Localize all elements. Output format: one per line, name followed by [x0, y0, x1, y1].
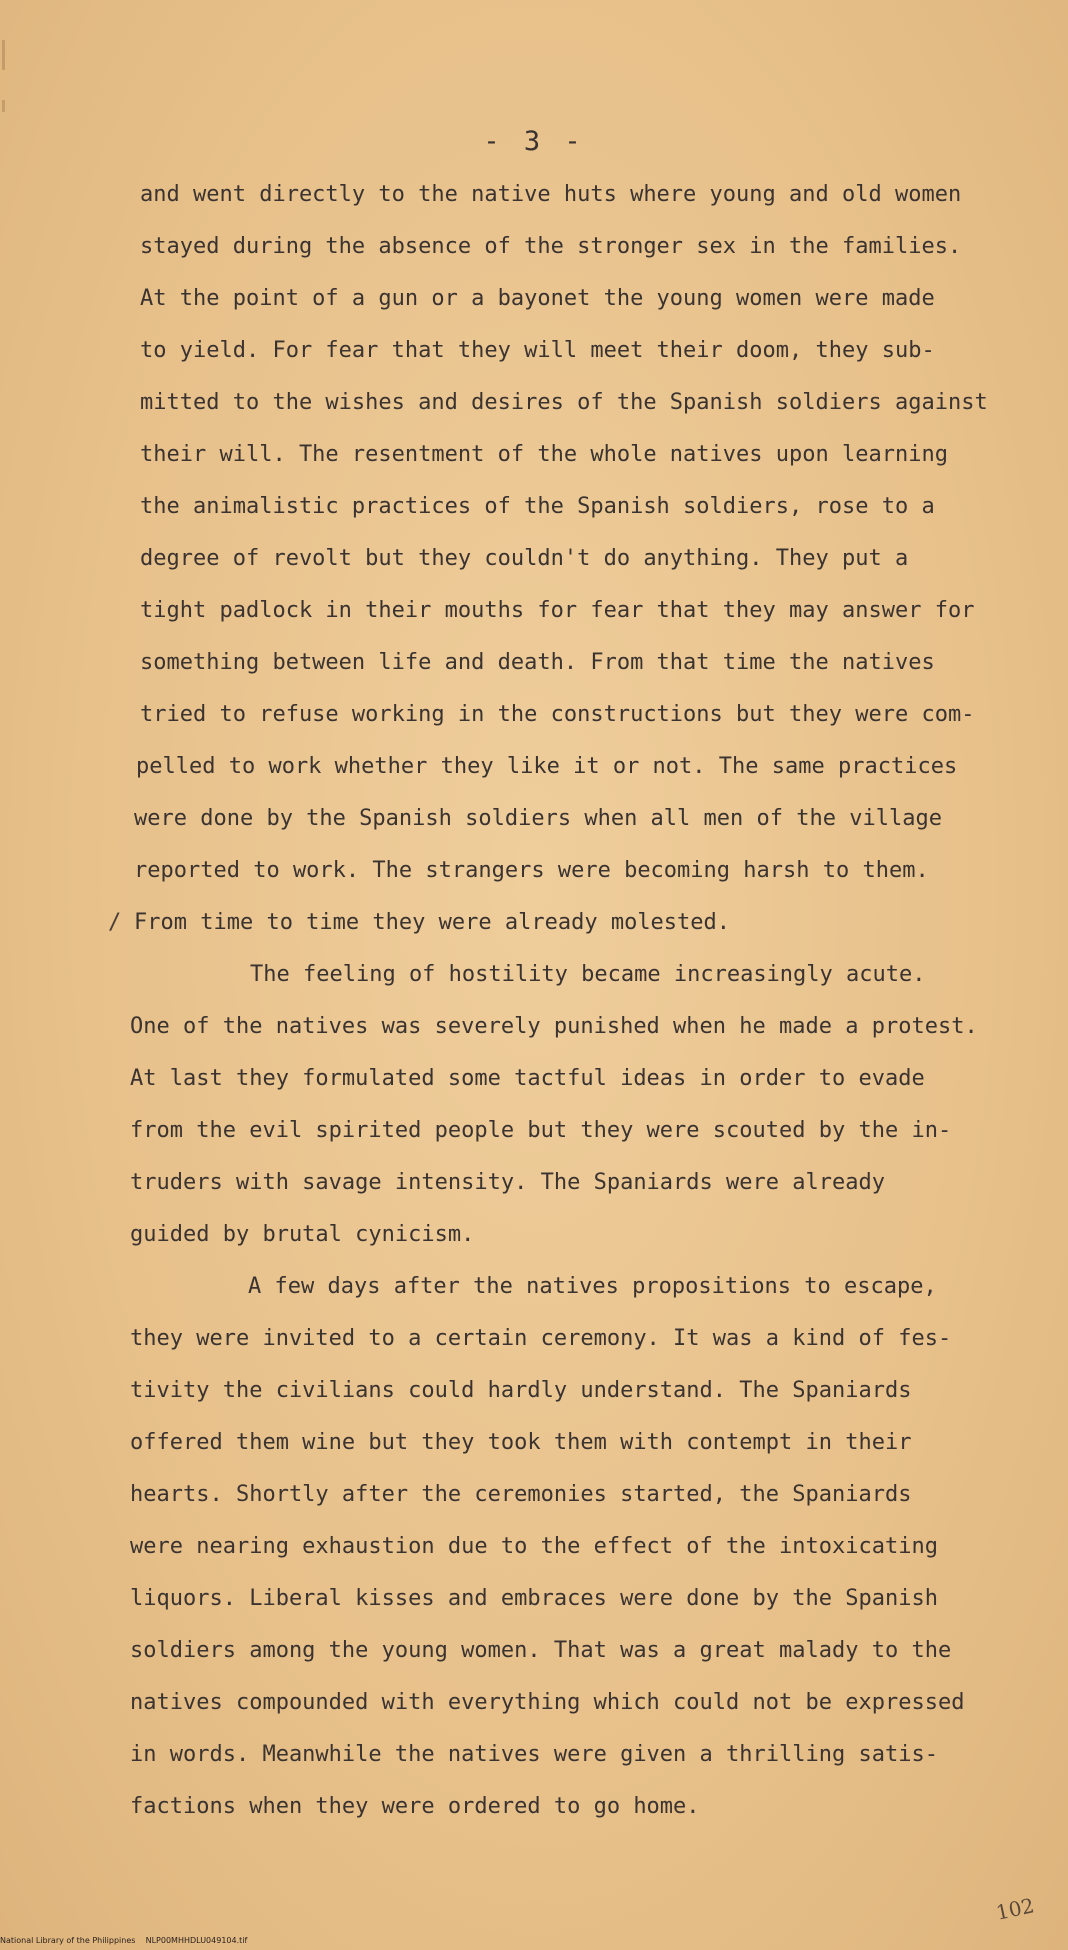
text-line: from the evil spirited people but they were scouted by the in-: [130, 1118, 952, 1143]
text-line: The feeling of hostility became increasingly acute.: [250, 962, 926, 987]
text-line: they were invited to a certain ceremony. It was a kind of fes-: [130, 1326, 952, 1351]
text-line: One of the natives was severely punished when he made a protest.: [130, 1014, 978, 1039]
text-line: truders with savage intensity. The Spaniards were already: [130, 1170, 885, 1195]
text-line: in words. Meanwhile the natives were given a thrilling satis-: [130, 1742, 938, 1767]
text-line: were nearing exhaustion due to the effect of the intoxicating: [130, 1534, 938, 1559]
text-line: tried to refuse working in the constructions but they were com-: [140, 702, 975, 727]
page-edge-mark: [2, 40, 5, 70]
page-number: - 3 -: [483, 126, 585, 157]
archive-stamp-number: 102: [993, 1893, 1037, 1925]
text-line: pelled to work whether they like it or not. The same practices: [136, 754, 958, 779]
text-line: something between life and death. From that time the natives: [140, 650, 935, 675]
text-line: A few days after the natives propositions to escape,: [248, 1274, 937, 1299]
text-line: At the point of a gun or a bayonet the young women were made: [140, 286, 935, 311]
text-line: were done by the Spanish soldiers when all men of the village: [134, 806, 942, 831]
text-line: stayed during the absence of the stronger sex in the families.: [140, 234, 962, 259]
text-line: liquors. Liberal kisses and embraces were done by the Spanish: [130, 1586, 938, 1611]
text-line: offered them wine but they took them with contempt in their: [130, 1430, 912, 1455]
text-line: mitted to the wishes and desires of the Spanish soldiers against: [140, 390, 988, 415]
text-line: factions when they were ordered to go home.: [130, 1794, 700, 1819]
margin-mark: /: [108, 910, 122, 935]
text-line: hearts. Shortly after the ceremonies started, the Spaniards: [130, 1482, 912, 1507]
text-line: soldiers among the young women. That was a great malady to the: [130, 1638, 952, 1663]
archive-footer: National Library of the Philippines NLP00MHHDLU049104.tif: [0, 1936, 248, 1945]
text-line: and went directly to the native huts where young and old women: [140, 182, 962, 207]
text-line: their will. The resentment of the whole natives upon learning: [140, 442, 948, 467]
text-line: tight padlock in their mouths for fear that they may answer for: [140, 598, 975, 623]
text-line: tivity the civilians could hardly understand. The Spaniards: [130, 1378, 912, 1403]
text-line: to yield. For fear that they will meet their doom, they sub-: [140, 338, 935, 363]
text-line: guided by brutal cynicism.: [130, 1222, 475, 1247]
text-line: From time to time they were already molested.: [134, 910, 731, 935]
text-line: the animalistic practices of the Spanish soldiers, rose to a: [140, 494, 935, 519]
text-line: natives compounded with everything which could not be expressed: [130, 1690, 965, 1715]
text-line: degree of revolt but they couldn't do anything. They put a: [140, 546, 909, 571]
page-edge-mark: [2, 100, 5, 112]
text-line: reported to work. The strangers were becoming harsh to them.: [134, 858, 929, 883]
text-line: At last they formulated some tactful ideas in order to evade: [130, 1066, 925, 1091]
